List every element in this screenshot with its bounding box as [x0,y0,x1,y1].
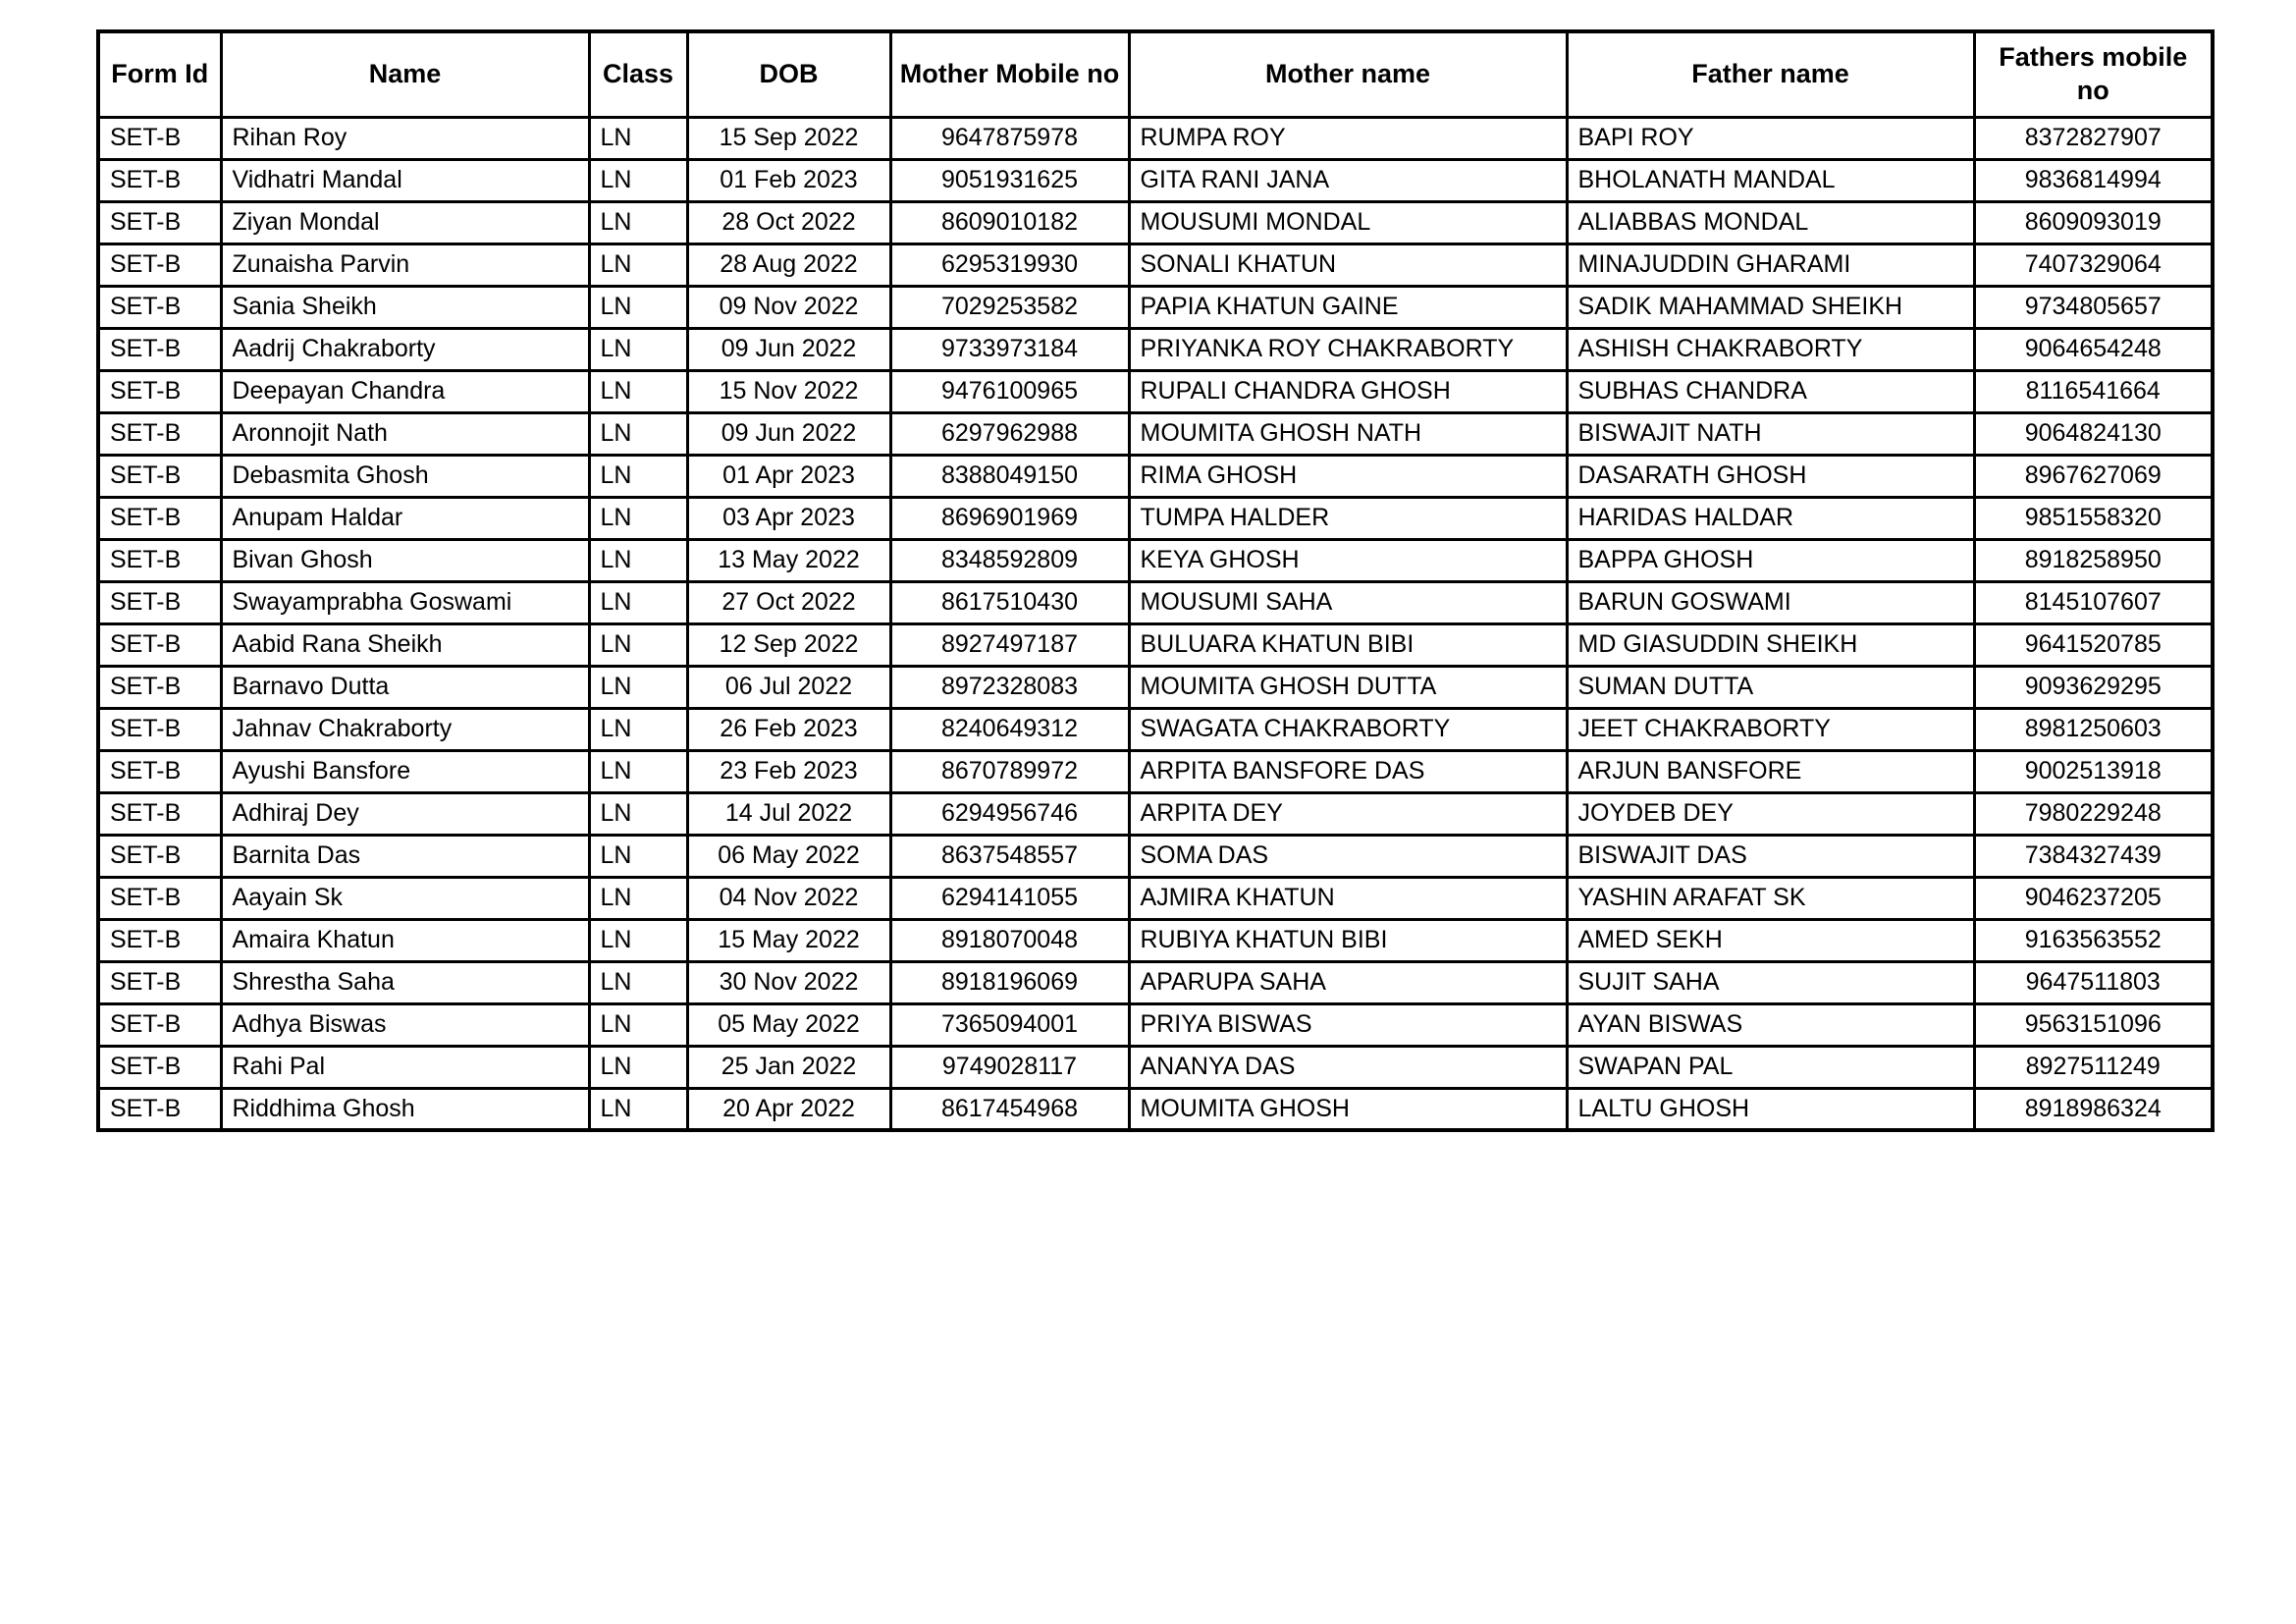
cell-dob: 15 May 2022 [687,919,890,961]
cell-father-name: BARUN GOSWAMI [1567,581,1974,623]
cell-name: Bivan Ghosh [221,539,589,581]
cell-form-id: SET-B [98,708,221,750]
cell-mother-mobile: 9476100965 [890,370,1129,412]
table-row [98,117,2213,159]
cell-class: LN [589,412,687,455]
header-form-id: Form Id [98,31,221,117]
cell-father-name: AYAN BISWAS [1567,1003,1974,1046]
cell-father-mobile: 8116541664 [1974,370,2213,412]
cell-dob: 26 Feb 2023 [687,708,890,750]
cell-mother-mobile: 7029253582 [890,286,1129,328]
table-row [98,244,2213,286]
cell-name: Zunaisha Parvin [221,244,589,286]
cell-class: LN [589,581,687,623]
cell-dob: 05 May 2022 [687,1003,890,1046]
header-name: Name [221,31,589,117]
cell-class: LN [589,1003,687,1046]
cell-dob: 23 Feb 2023 [687,750,890,792]
cell-class: LN [589,370,687,412]
cell-dob: 25 Jan 2022 [687,1046,890,1088]
cell-form-id: SET-B [98,877,221,919]
cell-class: LN [589,835,687,877]
cell-mother-name: KEYA GHOSH [1129,539,1567,581]
cell-mother-name: RUMPA ROY [1129,117,1567,159]
cell-form-id: SET-B [98,286,221,328]
cell-father-mobile: 8918258950 [1974,539,2213,581]
cell-mother-mobile: 6297962988 [890,412,1129,455]
cell-class: LN [589,201,687,244]
cell-father-mobile: 8145107607 [1974,581,2213,623]
cell-class: LN [589,539,687,581]
cell-father-name: ASHISH CHAKRABORTY [1567,328,1974,370]
cell-mother-mobile: 6294956746 [890,792,1129,835]
cell-father-name: ARJUN BANSFORE [1567,750,1974,792]
cell-mother-name: RUBIYA KHATUN BIBI [1129,919,1567,961]
cell-mother-mobile: 8972328083 [890,666,1129,708]
cell-father-name: JEET CHAKRABORTY [1567,708,1974,750]
cell-form-id: SET-B [98,328,221,370]
cell-mother-mobile: 8240649312 [890,708,1129,750]
cell-mother-name: MOUMITA GHOSH [1129,1088,1567,1130]
table-row [98,919,2213,961]
cell-father-name: MD GIASUDDIN SHEIKH [1567,623,1974,666]
cell-form-id: SET-B [98,1088,221,1130]
table-row [98,666,2213,708]
cell-name: Adhiraj Dey [221,792,589,835]
table-row [98,708,2213,750]
cell-dob: 06 Jul 2022 [687,666,890,708]
cell-class: LN [589,455,687,497]
cell-name: Adhya Biswas [221,1003,589,1046]
cell-father-name: MINAJUDDIN GHARAMI [1567,244,1974,286]
cell-form-id: SET-B [98,1046,221,1088]
cell-name: Aabid Rana Sheikh [221,623,589,666]
cell-mother-mobile: 6295319930 [890,244,1129,286]
cell-father-mobile: 7384327439 [1974,835,2213,877]
cell-father-name: ALIABBAS MONDAL [1567,201,1974,244]
cell-dob: 01 Apr 2023 [687,455,890,497]
cell-father-mobile: 9851558320 [1974,497,2213,539]
cell-father-mobile: 8918986324 [1974,1088,2213,1130]
cell-form-id: SET-B [98,623,221,666]
cell-father-name: BISWAJIT NATH [1567,412,1974,455]
cell-class: LN [589,961,687,1003]
cell-form-id: SET-B [98,666,221,708]
cell-mother-name: SWAGATA CHAKRABORTY [1129,708,1567,750]
cell-mother-name: GITA RANI JANA [1129,159,1567,201]
cell-name: Amaira Khatun [221,919,589,961]
table-row [98,412,2213,455]
cell-mother-name: MOUSUMI MONDAL [1129,201,1567,244]
cell-name: Rahi Pal [221,1046,589,1088]
cell-mother-name: MOUSUMI SAHA [1129,581,1567,623]
table-row [98,623,2213,666]
cell-mother-name: RIMA GHOSH [1129,455,1567,497]
cell-class: LN [589,497,687,539]
cell-dob: 30 Nov 2022 [687,961,890,1003]
cell-father-name: BHOLANATH MANDAL [1567,159,1974,201]
cell-form-id: SET-B [98,497,221,539]
cell-mother-mobile: 8637548557 [890,835,1129,877]
cell-father-mobile: 8967627069 [1974,455,2213,497]
cell-dob: 15 Nov 2022 [687,370,890,412]
cell-form-id: SET-B [98,1003,221,1046]
cell-mother-mobile: 8617510430 [890,581,1129,623]
table-row [98,581,2213,623]
cell-mother-mobile: 8348592809 [890,539,1129,581]
table-row [98,286,2213,328]
cell-dob: 15 Sep 2022 [687,117,890,159]
cell-form-id: SET-B [98,835,221,877]
cell-form-id: SET-B [98,201,221,244]
cell-mother-name: ARPITA DEY [1129,792,1567,835]
header-father-name: Father name [1567,31,1974,117]
cell-father-name: YASHIN ARAFAT SK [1567,877,1974,919]
cell-dob: 12 Sep 2022 [687,623,890,666]
cell-name: Jahnav Chakraborty [221,708,589,750]
cell-father-mobile: 9002513918 [1974,750,2213,792]
cell-dob: 28 Aug 2022 [687,244,890,286]
cell-father-mobile: 9563151096 [1974,1003,2213,1046]
cell-mother-name: ANANYA DAS [1129,1046,1567,1088]
cell-name: Shrestha Saha [221,961,589,1003]
cell-class: LN [589,877,687,919]
cell-father-mobile: 9064654248 [1974,328,2213,370]
cell-mother-mobile: 7365094001 [890,1003,1129,1046]
cell-father-mobile: 9836814994 [1974,159,2213,201]
cell-class: LN [589,708,687,750]
cell-mother-name: PRIYA BISWAS [1129,1003,1567,1046]
cell-dob: 06 May 2022 [687,835,890,877]
cell-dob: 20 Apr 2022 [687,1088,890,1130]
cell-class: LN [589,244,687,286]
cell-mother-mobile: 6294141055 [890,877,1129,919]
cell-father-mobile: 8372827907 [1974,117,2213,159]
cell-mother-mobile: 8696901969 [890,497,1129,539]
cell-form-id: SET-B [98,117,221,159]
cell-mother-name: BULUARA KHATUN BIBI [1129,623,1567,666]
cell-class: LN [589,750,687,792]
cell-class: LN [589,1088,687,1130]
table-row [98,1003,2213,1046]
cell-father-mobile: 9064824130 [1974,412,2213,455]
cell-name: Deepayan Chandra [221,370,589,412]
cell-father-name: SUMAN DUTTA [1567,666,1974,708]
cell-name: Riddhima Ghosh [221,1088,589,1130]
cell-father-name: HARIDAS HALDAR [1567,497,1974,539]
cell-form-id: SET-B [98,370,221,412]
header-class: Class [589,31,687,117]
cell-name: Aadrij Chakraborty [221,328,589,370]
table-row [98,159,2213,201]
cell-name: Rihan Roy [221,117,589,159]
cell-class: LN [589,623,687,666]
cell-mother-mobile: 9733973184 [890,328,1129,370]
cell-mother-mobile: 8670789972 [890,750,1129,792]
table-row [98,835,2213,877]
cell-name: Swayamprabha Goswami [221,581,589,623]
student-admission-table [96,29,2215,1132]
table-row [98,961,2213,1003]
cell-name: Aronnojit Nath [221,412,589,455]
cell-form-id: SET-B [98,539,221,581]
cell-father-name: JOYDEB DEY [1567,792,1974,835]
cell-father-name: LALTU GHOSH [1567,1088,1974,1130]
table-row [98,1046,2213,1088]
cell-name: Ayushi Bansfore [221,750,589,792]
cell-name: Sania Sheikh [221,286,589,328]
table-row [98,497,2213,539]
cell-dob: 03 Apr 2023 [687,497,890,539]
cell-mother-mobile: 9051931625 [890,159,1129,201]
cell-father-mobile: 9647511803 [1974,961,2213,1003]
cell-father-mobile: 8981250603 [1974,708,2213,750]
cell-mother-mobile: 8617454968 [890,1088,1129,1130]
cell-class: LN [589,666,687,708]
cell-father-mobile: 9093629295 [1974,666,2213,708]
cell-father-mobile: 8609093019 [1974,201,2213,244]
cell-class: LN [589,328,687,370]
cell-mother-name: AJMIRA KHATUN [1129,877,1567,919]
header-row [98,31,2213,117]
cell-dob: 09 Nov 2022 [687,286,890,328]
cell-form-id: SET-B [98,412,221,455]
cell-form-id: SET-B [98,750,221,792]
table-row [98,792,2213,835]
cell-mother-name: SOMA DAS [1129,835,1567,877]
cell-name: Vidhatri Mandal [221,159,589,201]
cell-father-mobile: 9046237205 [1974,877,2213,919]
cell-father-name: BAPPA GHOSH [1567,539,1974,581]
cell-father-mobile: 8927511249 [1974,1046,2213,1088]
cell-class: LN [589,792,687,835]
cell-dob: 04 Nov 2022 [687,877,890,919]
cell-name: Ziyan Mondal [221,201,589,244]
cell-form-id: SET-B [98,792,221,835]
cell-father-name: SWAPAN PAL [1567,1046,1974,1088]
cell-father-name: BISWAJIT DAS [1567,835,1974,877]
cell-form-id: SET-B [98,244,221,286]
table-row [98,539,2213,581]
cell-name: Barnita Das [221,835,589,877]
cell-form-id: SET-B [98,159,221,201]
cell-name: Aayain Sk [221,877,589,919]
table-row [98,455,2213,497]
cell-mother-mobile: 8609010182 [890,201,1129,244]
cell-father-mobile: 7407329064 [1974,244,2213,286]
cell-dob: 09 Jun 2022 [687,412,890,455]
table-row [98,370,2213,412]
cell-dob: 01 Feb 2023 [687,159,890,201]
cell-class: LN [589,159,687,201]
cell-mother-mobile: 9647875978 [890,117,1129,159]
header-mother-name: Mother name [1129,31,1567,117]
cell-father-name: SUBHAS CHANDRA [1567,370,1974,412]
cell-class: LN [589,286,687,328]
cell-father-mobile: 9641520785 [1974,623,2213,666]
cell-form-id: SET-B [98,455,221,497]
table-row [98,750,2213,792]
cell-father-mobile: 9163563552 [1974,919,2213,961]
cell-mother-name: APARUPA SAHA [1129,961,1567,1003]
cell-form-id: SET-B [98,961,221,1003]
table-row [98,1088,2213,1130]
header-dob: DOB [687,31,890,117]
cell-form-id: SET-B [98,581,221,623]
cell-mother-name: TUMPA HALDER [1129,497,1567,539]
cell-father-name: DASARATH GHOSH [1567,455,1974,497]
cell-mother-name: MOUMITA GHOSH NATH [1129,412,1567,455]
cell-mother-name: ARPITA BANSFORE DAS [1129,750,1567,792]
header-father-mobile: Fathers mobile no [1974,31,2213,117]
cell-father-mobile: 7980229248 [1974,792,2213,835]
cell-dob: 09 Jun 2022 [687,328,890,370]
cell-mother-mobile: 8388049150 [890,455,1129,497]
cell-name: Debasmita Ghosh [221,455,589,497]
cell-father-name: AMED SEKH [1567,919,1974,961]
cell-mother-name: PAPIA KHATUN GAINE [1129,286,1567,328]
cell-mother-mobile: 8918070048 [890,919,1129,961]
cell-father-name: SADIK MAHAMMAD SHEIKH [1567,286,1974,328]
header-mother-mobile: Mother Mobile no [890,31,1129,117]
cell-dob: 14 Jul 2022 [687,792,890,835]
cell-name: Barnavo Dutta [221,666,589,708]
cell-mother-name: MOUMITA GHOSH DUTTA [1129,666,1567,708]
cell-mother-name: PRIYANKA ROY CHAKRABORTY [1129,328,1567,370]
table-row [98,877,2213,919]
cell-father-name: SUJIT SAHA [1567,961,1974,1003]
cell-class: LN [589,1046,687,1088]
cell-mother-name: SONALI KHATUN [1129,244,1567,286]
cell-form-id: SET-B [98,919,221,961]
cell-father-name: BAPI ROY [1567,117,1974,159]
cell-name: Anupam Haldar [221,497,589,539]
table-row [98,328,2213,370]
table-row [98,201,2213,244]
cell-dob: 28 Oct 2022 [687,201,890,244]
cell-class: LN [589,919,687,961]
cell-mother-mobile: 8927497187 [890,623,1129,666]
cell-dob: 13 May 2022 [687,539,890,581]
cell-mother-mobile: 8918196069 [890,961,1129,1003]
cell-mother-name: RUPALI CHANDRA GHOSH [1129,370,1567,412]
cell-dob: 27 Oct 2022 [687,581,890,623]
cell-mother-mobile: 9749028117 [890,1046,1129,1088]
cell-class: LN [589,117,687,159]
cell-father-mobile: 9734805657 [1974,286,2213,328]
